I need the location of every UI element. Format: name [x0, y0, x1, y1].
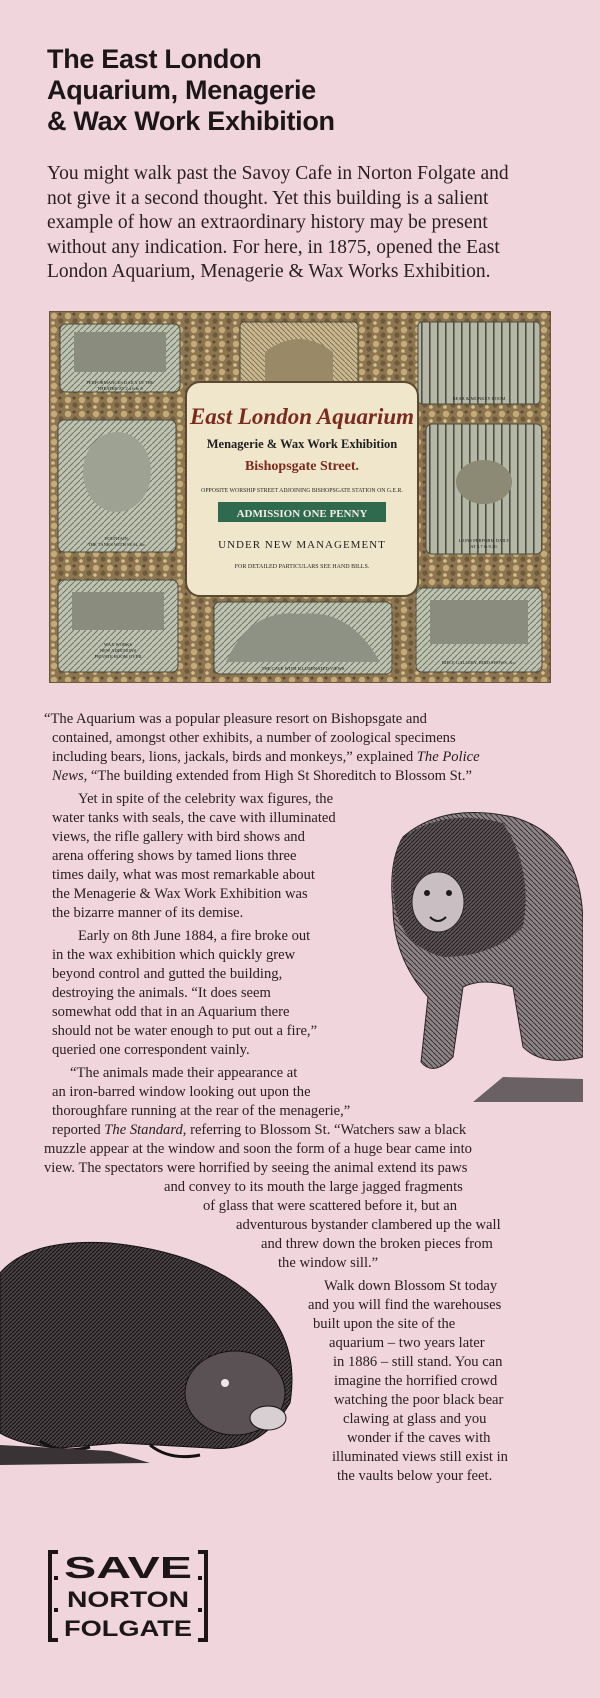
logo-line-folgate: FOLGATE: [64, 1616, 192, 1641]
body-line: imagine the horrified crowd: [334, 1373, 498, 1389]
body-line: “The Aquarium was a popular pleasure resort on Bishopsgate and: [44, 711, 427, 727]
logo-bracket-right: [198, 1552, 206, 1640]
body-line: an iron-barred window looking out upon the: [52, 1084, 311, 1100]
scene-rifle-gallery: [416, 588, 542, 672]
caption-fountain-2: THE TANKS WITH SEAL &c.: [87, 542, 147, 547]
body-line: “The animals made their appearance at: [70, 1065, 298, 1081]
lion-engraving: [383, 807, 583, 1102]
body-line: of glass that were scattered before it, but an: [203, 1198, 458, 1214]
caption-fountain-1: FOUNTAIN,: [104, 536, 130, 541]
intro-line: You might walk past the Savoy Cafe in Norton Folgate and: [47, 163, 509, 184]
caption-wax-2: NEW ADDITIONS: [99, 648, 137, 653]
page-title: [47, 44, 487, 137]
caption-theatre-1: PERFORMANCES DAILY IN THE: [86, 380, 154, 385]
logo-line-save: SAVE: [64, 1550, 192, 1585]
body-line: Early on 8th June 1884, a fire broke out: [78, 928, 311, 944]
scene-wax-works: [58, 580, 178, 672]
intro-line: London Aquarium, Menagerie & Wax Works Exhibition.: [47, 261, 491, 282]
body-line: in 1886 – still stand. You can: [333, 1354, 503, 1370]
body-line: [52, 748, 480, 767]
title-line: The East London: [47, 44, 262, 74]
poster-subheading: Menagerie & Wax Work Exhibition: [206, 437, 398, 451]
body-line: and you will find the warehouses: [308, 1297, 502, 1313]
scene-theatre: [60, 324, 180, 392]
caption-wax-3: PRIVATE ROOM OVER: [94, 654, 142, 659]
body-line: times daily, what was most remarkable about: [52, 867, 315, 883]
body-line: illuminated views still exist in: [332, 1449, 508, 1465]
body-line: adventurous bystander clambered up the wall: [236, 1217, 501, 1233]
body-text: , “The building extended from High St Shoreditch to Blossom St.”: [83, 768, 472, 784]
body-line: view. The spectators were horrified by seeing the animal extend its paws: [44, 1160, 468, 1176]
body-line: watching the poor black bear: [334, 1392, 504, 1408]
poster-heading: East London Aquarium: [189, 404, 415, 429]
body-line: views, the rifle gallery with bird shows and: [52, 829, 305, 845]
body-line: contained, amongst other exhibits, a number of zoological specimens: [52, 730, 456, 746]
poster-street: Bishopsgate Street.: [244, 459, 360, 474]
intro-line: without any indication. For here, in 1875, opened the East: [47, 236, 500, 258]
title-line: & Wax Work Exhibition: [47, 106, 335, 136]
body-line: thoroughfare running at the rear of the menagerie,”: [52, 1103, 351, 1119]
logo-line-norton: NORTON: [67, 1587, 189, 1612]
caption-wax-1: WAX WORKS: [103, 642, 133, 647]
intro-line: not give it a second thought. Yet this building is a salient: [47, 187, 489, 209]
poster-svg: [50, 312, 550, 682]
body-line: should not be water enough to put out a fire,”: [52, 1023, 318, 1039]
body-line: [52, 767, 472, 786]
caption-theatre-2: THEATRE AT 2.4.6 & 8: [97, 386, 143, 391]
save-norton-folgate-logo: [48, 1548, 208, 1644]
intro-line: example of how an extraordinary history may be present: [47, 212, 488, 233]
body-line: Walk down Blossom St today: [324, 1278, 498, 1294]
body-line: the vaults below your feet.: [337, 1468, 493, 1484]
body-line: in the wax exhibition which quickly grew: [52, 947, 296, 963]
caption-bear-room: BEAR & MONKEY ROOM: [452, 396, 506, 401]
body-text: including bears, lions, jackals, birds and monkeys,” explained: [52, 749, 414, 765]
publication-title: The Police: [416, 749, 480, 765]
title-line: Aquarium, Menagerie: [47, 75, 316, 105]
body-line: [52, 1121, 466, 1140]
poster-admission: ADMISSION ONE PENNY: [236, 508, 368, 520]
logo-bracket-left: [50, 1552, 58, 1640]
body-line: and threw down the broken pieces from: [261, 1236, 493, 1252]
caption-lions-2: AT 3.7 & 9.30.: [470, 544, 498, 549]
caption-lions-1: LIONS PERFORM DAILY: [458, 538, 510, 543]
intro-paragraph: [47, 162, 567, 285]
body-text: , referring to Blossom St. “Watchers saw a black: [182, 1122, 467, 1138]
scene-lions: [426, 424, 542, 554]
scene-bear-room: [418, 322, 540, 404]
publication-title: News: [52, 768, 84, 784]
body-line: queried one correspondent vainly.: [52, 1042, 250, 1058]
caption-cave: THE CAVE WITH ILLUMINATED VIEWS: [261, 666, 345, 671]
body-line: beyond control and gutted the building,: [52, 966, 283, 982]
body-line: wonder if the caves with: [347, 1430, 491, 1446]
body-line: the Menagerie & Wax Work Exhibition was: [52, 886, 308, 902]
body-line: somewhat odd that in an Aquarium there: [52, 1004, 290, 1020]
body-line: water tanks with seals, the cave with illuminated: [52, 810, 336, 826]
poster-location: OPPOSITE WORSHIP STREET ADJOINING BISHOPSGATE STATION ON G.E.R.: [201, 488, 403, 494]
body-line: the bizarre manner of its demise.: [52, 905, 244, 921]
body-line: destroying the animals. “It does seem: [52, 985, 271, 1001]
body-text: reported: [52, 1122, 101, 1138]
body-line: arena offering shows by tamed lions three: [52, 848, 297, 864]
body-line: and convey to its mouth the large jagged fragments: [164, 1179, 463, 1195]
bear-engraving: [0, 1233, 325, 1478]
scene-fountain: [58, 420, 176, 552]
vintage-poster-illustration: [50, 312, 550, 682]
body-line: Yet in spite of the celebrity wax figures, the: [78, 791, 334, 807]
body-line: built upon the site of the: [313, 1316, 456, 1332]
body-line: muzzle appear at the window and soon the form of a huge bear came into: [44, 1141, 472, 1157]
scene-cave: [214, 602, 392, 674]
body-line: aquarium – two years later: [329, 1335, 485, 1351]
body-line: the window sill.”: [278, 1255, 379, 1271]
caption-rifle: RIFLE GALLERY, BIRD SHOWS, &c.: [441, 660, 517, 665]
body-line: clawing at glass and you: [343, 1411, 487, 1427]
publication-title: The Standard: [104, 1122, 183, 1138]
poster-particulars: FOR DETAILED PARTICULARS SEE HAND BILLS.: [234, 564, 370, 570]
poster-cartouche: [186, 382, 418, 596]
poster-management: UNDER NEW MANAGEMENT: [218, 539, 386, 551]
